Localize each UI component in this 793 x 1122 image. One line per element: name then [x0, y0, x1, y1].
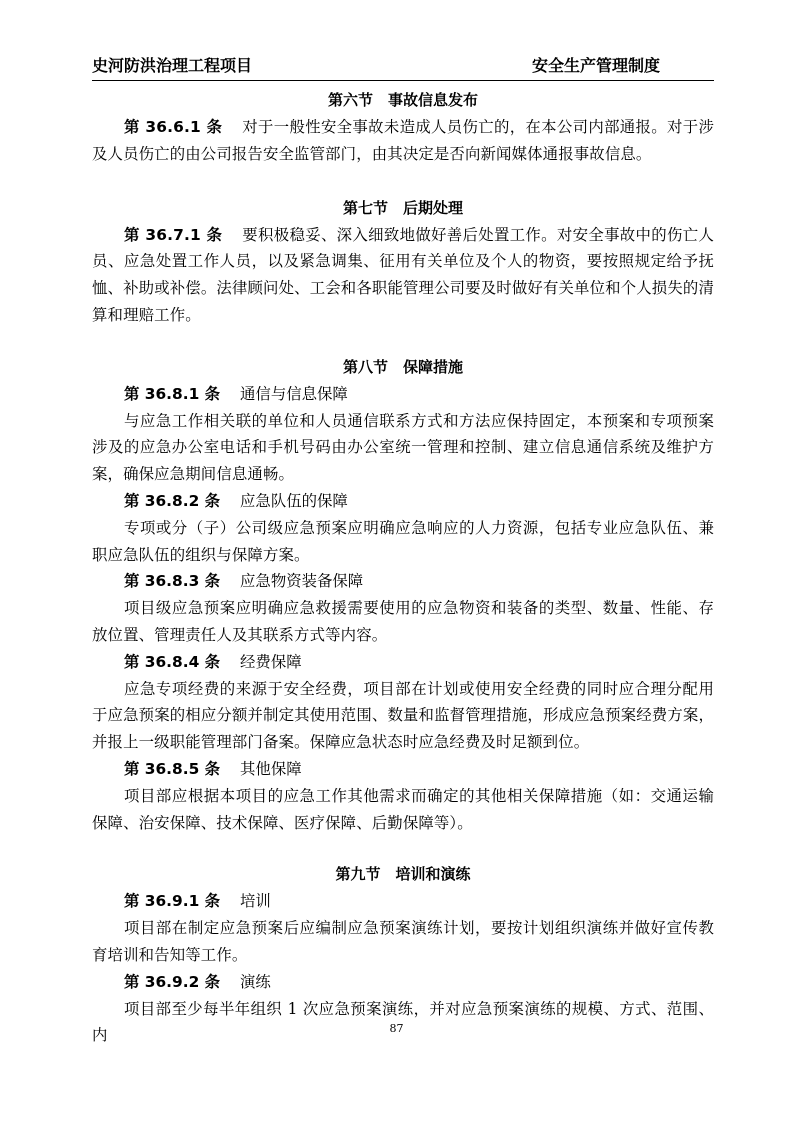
- article-title-line: [92, 888, 714, 915]
- article-text: 项目部至少每半年组织 1 次应急预案演练，并对应急预案演练的规模、方式、范围、内: [92, 999, 714, 1045]
- article-number: 第 36.7.1 条: [124, 225, 223, 244]
- article-number: 第 36.8.2 条: [124, 491, 221, 510]
- article-text: 专项或分（子）公司级应急预案应明确应急响应的人力资源，包括专业应急队伍、兼职应急队伍的组织与保障方案。: [92, 518, 714, 564]
- project-name: 史河防洪治理工程项目: [92, 56, 253, 75]
- article-title: 经费保障: [240, 652, 302, 671]
- page-content: [92, 86, 714, 1049]
- article-text: 对于一般性安全事故未造成人员伤亡的，在本公司内部通报。对于涉及人员伤亡的由公司报告安全监管部门，由其决定是否向新闻媒体通报事故信息。: [92, 118, 714, 163]
- article-title: 通信与信息保障: [240, 384, 348, 403]
- article-title: 应急物资装备保障: [240, 572, 364, 591]
- article-title: 培训: [240, 892, 271, 911]
- article-text: 项目部在制定应急预案后应编制应急预案演练计划，要按计划组织演练并做好宣传教育培训和告知等工作。: [92, 919, 714, 964]
- article-text: 项目级应急预案应明确应急救援需要使用的应急物资和装备的类型、数量、性能、存放位置、管理责任人及其联系方式等内容。: [92, 599, 714, 644]
- document-name: 安全生产管理制度: [531, 56, 660, 75]
- article-title-line: [92, 969, 714, 996]
- article-title: 演练: [240, 972, 271, 991]
- article-title-line: [92, 488, 714, 515]
- article-paragraph: [92, 222, 714, 329]
- article-number: 第 36.8.4 条: [124, 652, 221, 671]
- article-number: 第 36.6.1 条: [124, 118, 223, 136]
- article-text: 要积极稳妥、深入细致地做好善后处置工作。对安全事故中的伤亡人员、应急处置工作人员，以及紧急调集、征用有关单位及个人的物资，要按照规定给予抚恤、补助或补偿。法律顾问处、工会和各职能管理公司要及时做好有关单位和个人损失的清算和理赔工作。: [92, 225, 714, 324]
- article-text: 项目部应根据本项目的应急工作其他需求而确定的其他相关保障措施（如：交通运输保障、治安保障、技术保障、医疗保障、后勤保障等）。: [92, 786, 714, 832]
- article-title: 其他保障: [240, 759, 302, 778]
- article-text: 与应急工作相关联的单位和人员通信联系方式和方法应保持固定，本预案和专项预案涉及的应急办公室电话和手机号码由办公室统一管理和控制、建立信息通信系统及维护方案，确保应急期间信息通畅。: [92, 411, 714, 484]
- page-number: 87: [389, 1022, 404, 1035]
- article-text: 应急专项经费的来源于安全经费，项目部在计划或使用安全经费的同时应合理分配用于应急预案的相应分额并制定其使用范围、数量和监督管理措施，形成应急预案经费方案，并报上一级职能管理部门备案。保障应急状态时应急经费及时足额到位。: [92, 679, 714, 752]
- article-title-line: [92, 649, 714, 676]
- section-heading: 第八节 保障措施: [342, 357, 463, 376]
- article-number: 第 36.8.5 条: [124, 759, 221, 778]
- section-heading: 第六节 事故信息发布: [327, 91, 478, 109]
- article-title-line: [92, 381, 714, 408]
- article-title-line: [92, 756, 714, 783]
- section-heading: 第九节 培训和演练: [335, 865, 471, 884]
- article-number: 第 36.9.1 条: [124, 892, 221, 911]
- section-heading: 第七节 后期处理: [342, 198, 463, 217]
- article-paragraph: [92, 114, 714, 168]
- article-title-line: [92, 568, 714, 595]
- article-number: 第 36.8.3 条: [124, 572, 221, 591]
- article-title: 应急队伍的保障: [240, 491, 348, 510]
- article-number: 第 36.8.1 条: [124, 384, 221, 403]
- article-number: 第 36.9.2 条: [124, 972, 221, 991]
- page-header: [92, 56, 714, 81]
